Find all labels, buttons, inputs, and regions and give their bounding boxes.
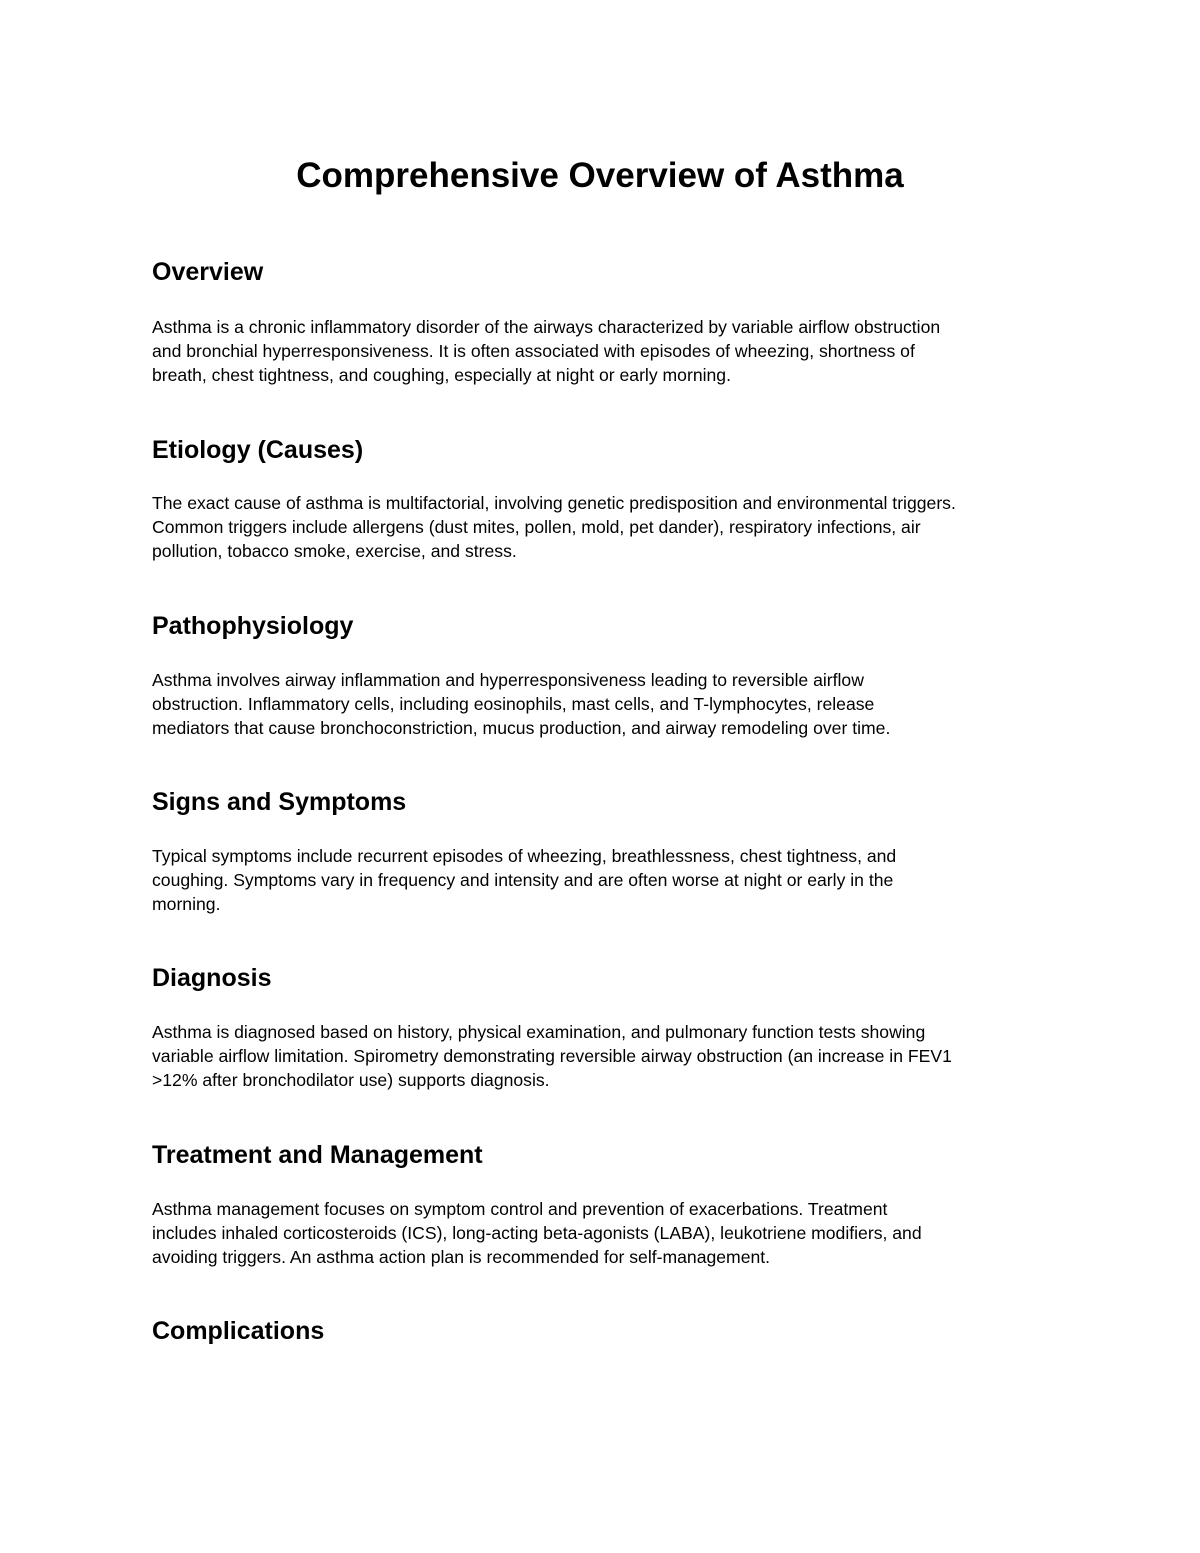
section-heading-pathophysiology: Pathophysiology [152,612,354,640]
body-line: includes inhaled corticosteroids (ICS), long-acting beta-agonists (LABA), leukotriene modifiers, and [152,1223,922,1243]
body-line: Common triggers include allergens (dust mites, pollen, mold, pet dander), respiratory infections, air [152,517,921,537]
body-line: mediators that cause bronchoconstriction, mucus production, and airway remodeling over time. [152,718,891,738]
body-line: The exact cause of asthma is multifactorial, involving genetic predisposition and environmental triggers. [152,493,956,513]
body-line: and bronchial hyperresponsiveness. It is often associated with episodes of wheezing, shortness of [152,341,915,361]
body-line: Asthma involves airway inflammation and hyperresponsiveness leading to reversible airflow [152,670,864,690]
body-line: >12% after bronchodilator use) supports diagnosis. [152,1070,550,1090]
section-body-overview [152,315,1057,387]
body-line: obstruction. Inflammatory cells, including eosinophils, mast cells, and T-lymphocytes, release [152,694,875,714]
section-heading-etiology: Etiology (Causes) [152,436,364,464]
body-line: Asthma management focuses on symptom control and prevention of exacerbations. Treatment [152,1199,888,1219]
body-line: Asthma is a chronic inflammatory disorder of the airways characterized by variable airflow obstruction [152,317,941,337]
body-line: breath, chest tightness, and coughing, especially at night or early morning. [152,365,731,385]
section-heading-diagnosis: Diagnosis [152,964,272,992]
body-line: pollution, tobacco smoke, exercise, and stress. [152,541,517,561]
body-line: variable airflow limitation. Spirometry demonstrating reversible airway obstruction (an increase in FEV1 [152,1046,952,1066]
document-title: Comprehensive Overview of Asthma [296,156,904,195]
section-heading-complications: Complications [152,1317,325,1345]
body-line: avoiding triggers. An asthma action plan is recommended for self-management. [152,1247,771,1267]
body-line: Asthma is diagnosed based on history, physical examination, and pulmonary function tests showing [152,1022,926,1042]
section-heading-treatment: Treatment and Management [152,1141,483,1169]
section-body-pathophysiology [152,668,1057,740]
section-body-etiology [152,491,1057,563]
body-line: morning. [152,894,221,914]
section-body-diagnosis [152,1020,1057,1092]
section-heading-signs-symptoms: Signs and Symptoms [152,788,407,816]
body-line: Typical symptoms include recurrent episodes of wheezing, breathlessness, chest tightness, and [152,846,897,866]
section-body-signs-symptoms [152,844,1057,916]
body-line: coughing. Symptoms vary in frequency and intensity and are often worse at night or early in the [152,870,894,890]
section-body-treatment [152,1197,1057,1269]
section-heading-overview: Overview [152,258,264,286]
